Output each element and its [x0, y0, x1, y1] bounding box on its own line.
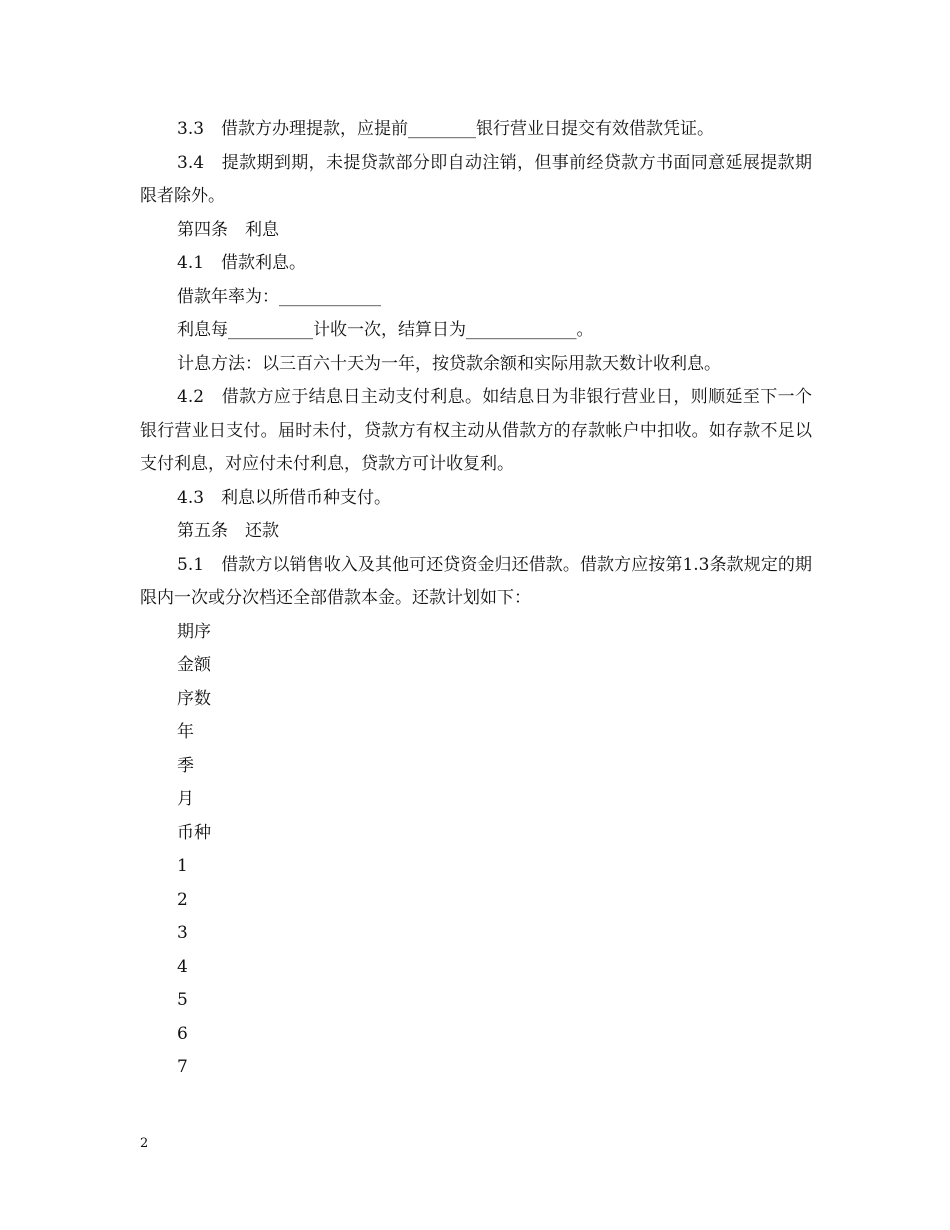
clause-5-1: 5.1 借款方以销售收入及其他可还贷资金归还借款。借款方应按第1.3条款规定的期限内一次或分次档还全部借款本金。还款计划如下：: [140, 554, 812, 608]
clause-4-2: 4.2 借款方应于结息日主动支付利息。如结息日为非银行营业日，则顺延至下一个银行营业日支付。届时未付，贷款方有权主动从借款方的存款帐户中扣收。如存款不足以支付利息，对应付未付利息，贷款方可计收复利。: [140, 387, 812, 474]
schedule-row-4: 4: [177, 956, 188, 977]
schedule-row-6: 6: [177, 1023, 188, 1044]
schedule-label-period: 期序: [177, 621, 211, 642]
article-5-heading: 第五条 还款: [177, 521, 279, 541]
schedule-row-1: 1: [177, 856, 188, 876]
schedule-row-7: 7: [177, 1057, 188, 1077]
clause-4-1: 4.1 借款利息。: [177, 253, 307, 273]
clause-3-3: 3.3 借款方办理提款，应提前________银行营业日提交有效借款凭证。: [177, 119, 715, 139]
schedule-row-3: 3: [177, 923, 188, 943]
schedule-label-month: 月: [177, 789, 194, 809]
schedule-label-year: 年: [177, 722, 194, 742]
schedule-label-quarter: 季: [177, 755, 194, 776]
schedule-label-currency: 币种: [177, 822, 211, 843]
interest-method-line: 计息方法：以三百六十天为一年，按贷款余额和实际用款天数计收利息。: [177, 353, 721, 374]
article-4-heading: 第四条 利息: [177, 219, 279, 240]
schedule-label-amount: 金额: [177, 655, 211, 675]
schedule-row-5: 5: [177, 990, 188, 1010]
interest-period-line: 利息每__________计收一次，结算日为_____________。: [177, 320, 594, 340]
schedule-label-sequence: 序数: [177, 688, 211, 709]
document-body: [140, 113, 812, 1085]
clause-3-4: 3.4 提款期到期，未提贷款部分即自动注销，但事前经贷款方书面同意延展提款期限者除外。: [140, 152, 812, 206]
clause-4-3: 4.3 利息以所借币种支付。: [177, 487, 392, 508]
annual-rate-line: 借款年率为：____________: [177, 286, 381, 307]
schedule-row-2: 2: [177, 889, 188, 910]
page-number: 2: [140, 1136, 149, 1151]
